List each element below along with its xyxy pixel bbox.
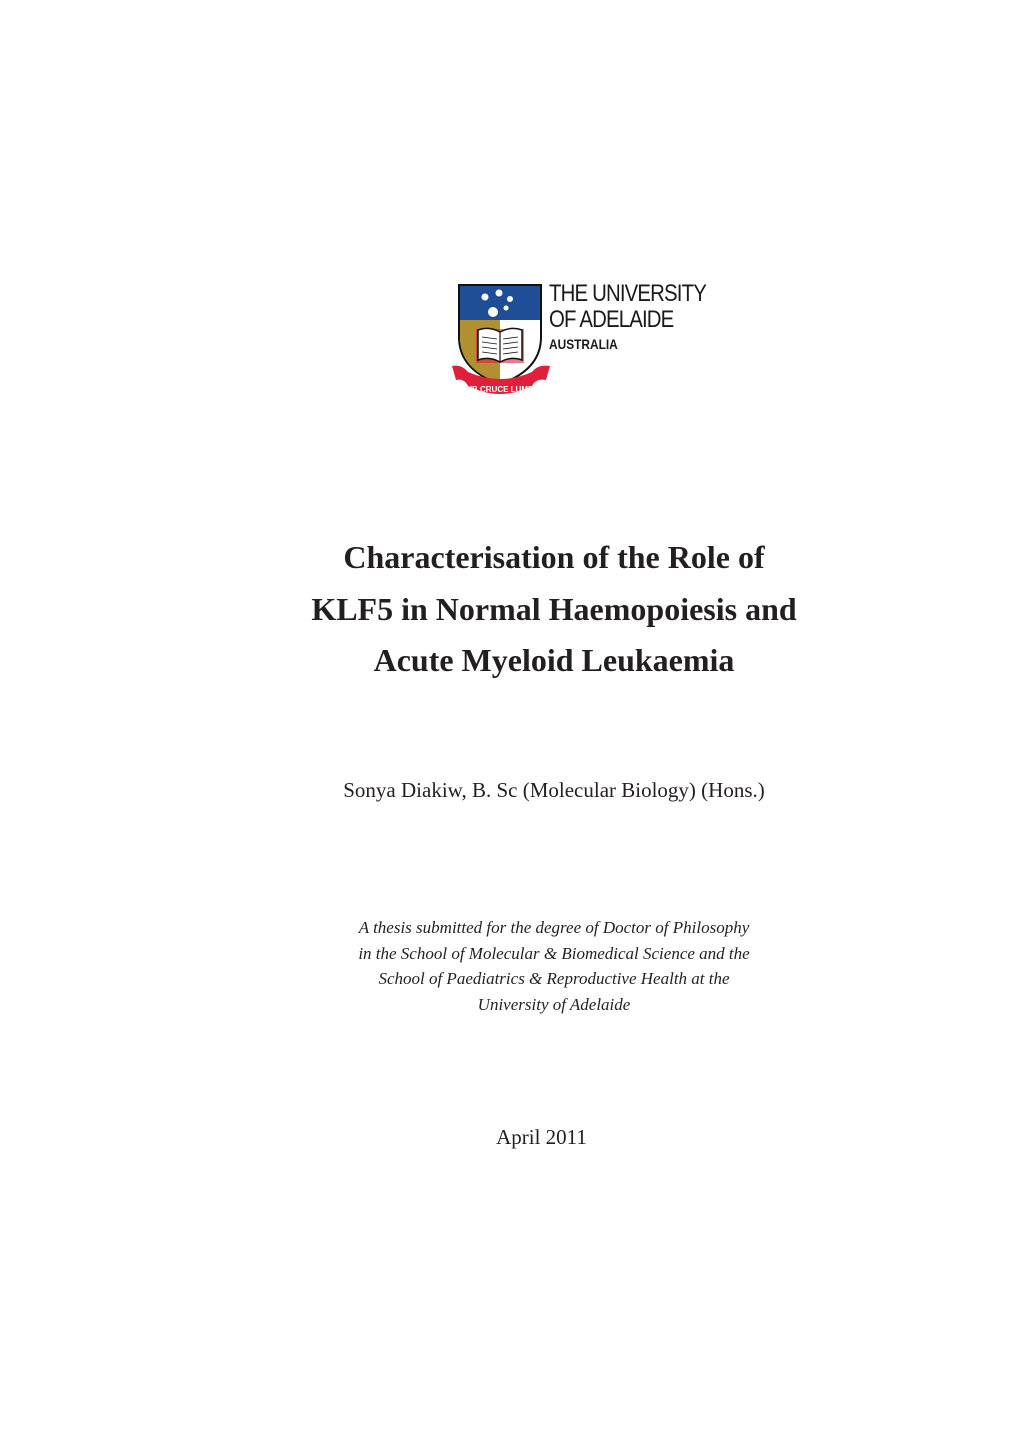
thesis-title: [0, 532, 1020, 687]
statement-line: University of Adelaide: [477, 995, 631, 1015]
thesis-statement: [0, 915, 1020, 1018]
statement-line: A thesis submitted for the degree of Doctor of Philosophy: [358, 918, 750, 937]
title-line: Characterisation of the Role of: [343, 539, 765, 575]
university-name-line1: THE UNIVERSITY: [549, 280, 706, 307]
submission-date: April 2011: [496, 1125, 587, 1149]
statement-line: School of Paediatrics & Reproductive Health at the: [378, 969, 730, 989]
author: Sonya Diakiw, B. Sc (Molecular Biology) (Hons.): [343, 778, 765, 802]
crest-icon: [450, 282, 560, 402]
title-line: Acute Myeloid Leukaemia: [373, 642, 735, 678]
university-name-line2: OF ADELAIDE: [549, 306, 674, 333]
university-name: [549, 282, 734, 351]
motto: SUB CRUCE LUMEN: [460, 385, 540, 394]
statement-line: in the School of Molecular & Biomedical Science and the: [358, 943, 750, 963]
title-line: KLF5 in Normal Haemopoiesis and: [311, 590, 797, 627]
university-country: AUSTRALIA: [549, 336, 618, 352]
